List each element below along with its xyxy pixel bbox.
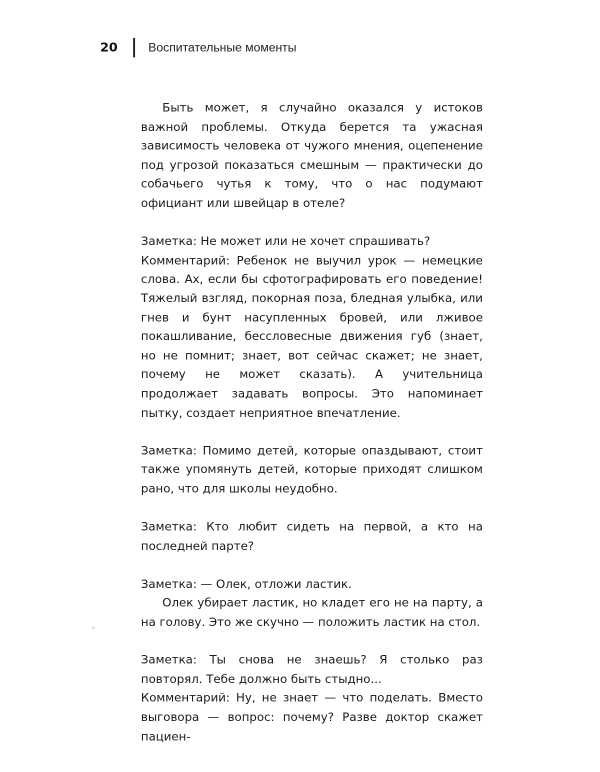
paragraph-intro: Быть может, я случайно оказался у истоков важной проблемы. Откуда берется та ужасная зависимость человека от чужого мнения, оцепенение под угрозой показаться смешным — практически до собачьего чутья к тому, что о нас подумают официант или швейцар в отеле?	[140, 101, 483, 210]
paragraph-gap	[141, 632, 483, 651]
paragraph-gap	[141, 556, 483, 575]
note-paragraph: Заметка: — Олек, отложи ластик.	[140, 577, 352, 591]
note-paragraph: Заметка: Кто любит сидеть на первой, а кто на последней парте?	[140, 519, 483, 553]
body-paragraph: Олек убирает ластик, но кладет его не на парту, а на голову. Это же скучно — положить ластик на стол.	[140, 596, 483, 629]
paragraph-gap	[141, 213, 483, 232]
paragraph-gap	[141, 423, 483, 442]
note-paragraph: Заметка: Ты снова не знаешь? Я столько раз повторял. Тебе должно быть стыдно...	[140, 653, 483, 686]
comment-paragraph: Комментарий: Ребенок не выучил урок — немецкие слова. Ах, если бы сфотографировать его поведение! Тяжелый взгляд, покорная поза, бледная улыбка, или гнев и бунт насупленных бровей, или лживое покашливание, бессловесные движения губ (знает, но не помнит; знает, вот сейчас скажет; не знает, почему не может сказать). А учительница продолжает задавать вопросы. Это напоминает пытку, создает неприятное впечатление.	[140, 253, 483, 420]
running-head: Воспитательные моменты	[148, 40, 297, 55]
header-divider	[133, 38, 134, 57]
page-number: 20	[100, 40, 118, 55]
note-paragraph: Заметка: Не может или не хочет спрашивать?	[140, 234, 431, 248]
comment-paragraph: Комментарий: Ну, не знает — что поделать. Вместо выговора — вопрос: почему? Разве доктор скажет пациен-	[140, 691, 483, 743]
margin-speck	[92, 627, 94, 629]
note-paragraph: Заметка: Помимо детей, которые опаздывают, стоит также упомянуть детей, которые приходят слишком рано, что для школы неудобно.	[140, 443, 483, 496]
page-body	[141, 99, 483, 746]
page-header	[100, 37, 296, 58]
paragraph-gap	[141, 499, 483, 518]
